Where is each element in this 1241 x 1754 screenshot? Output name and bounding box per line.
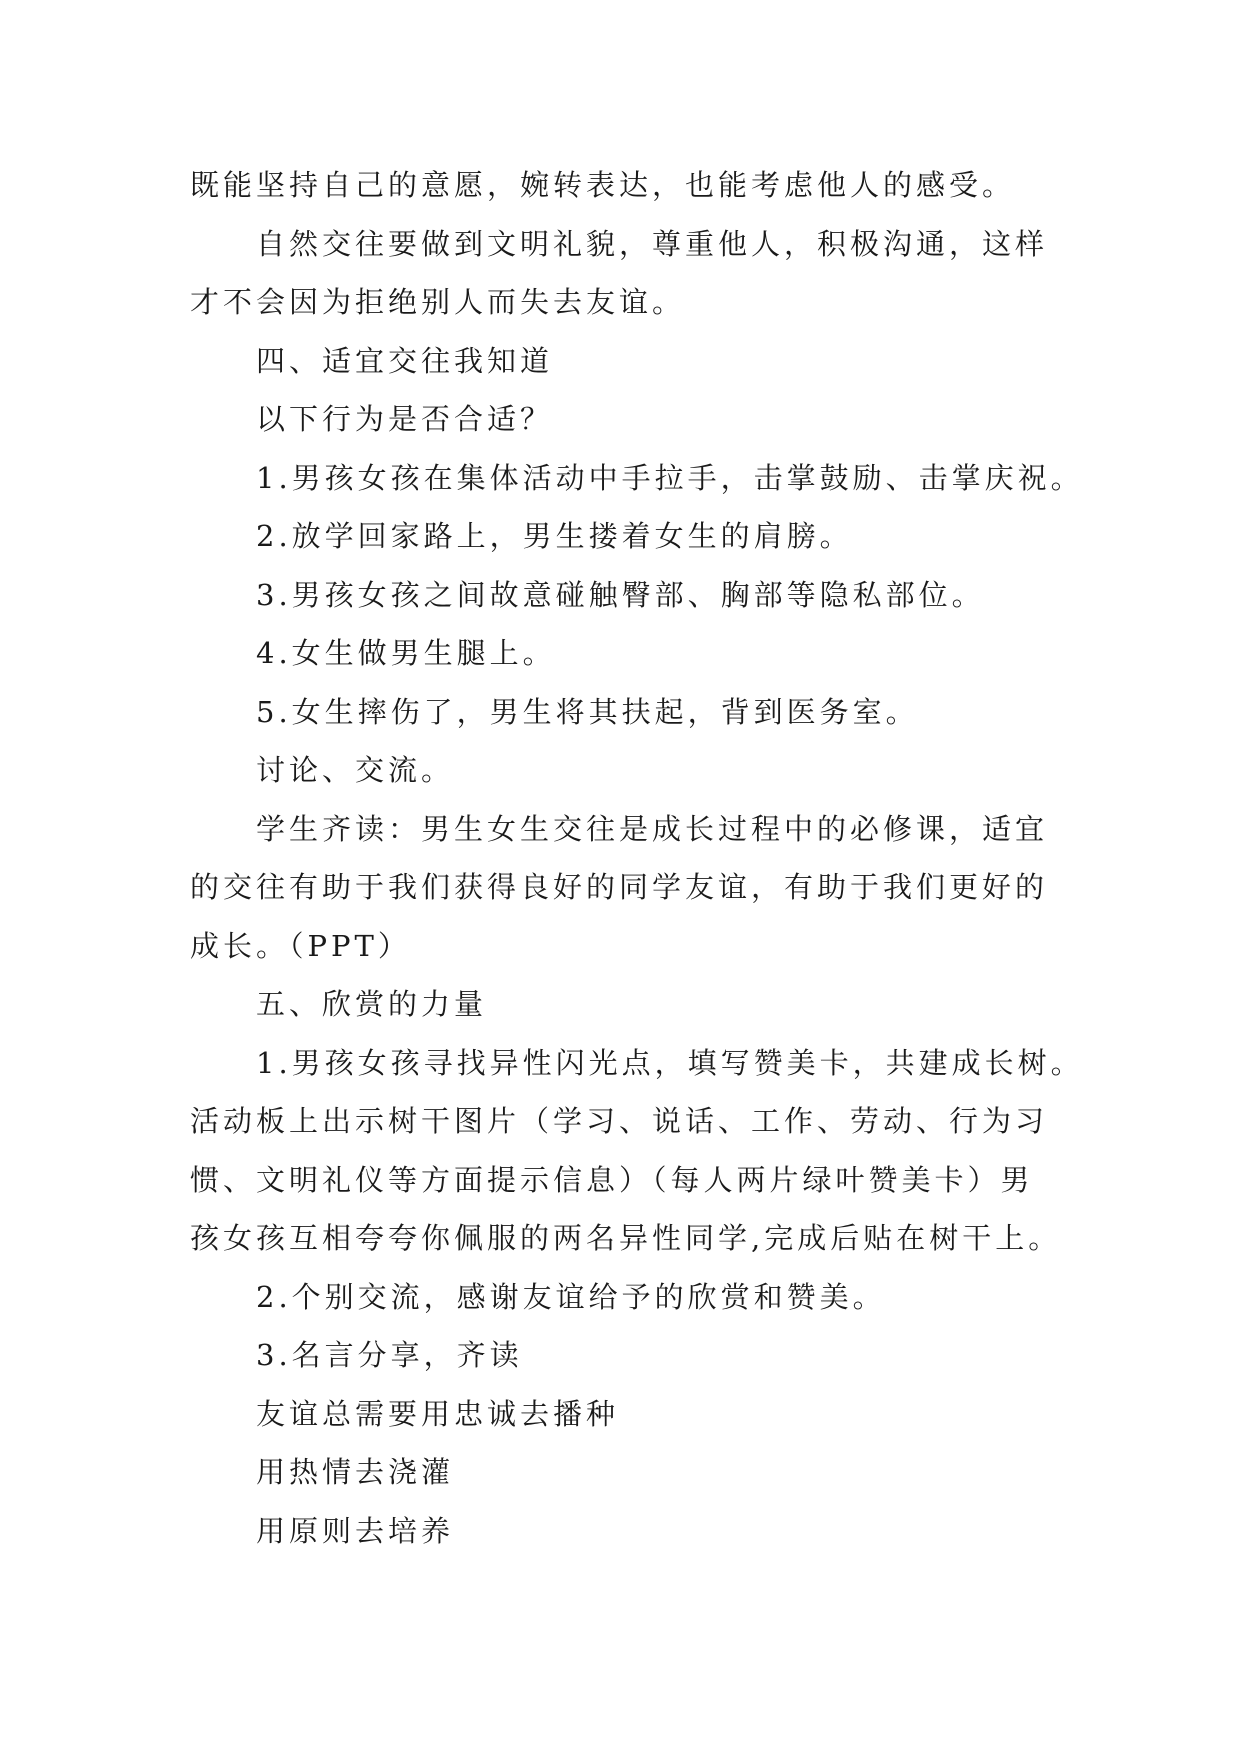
list-item: 4.女生做男生腿上。	[256, 636, 556, 670]
paragraph-line: 成长。（PPT）	[190, 928, 411, 963]
paragraph-line: 的交往有助于我们获得良好的同学友谊，有助于我们更好的	[190, 870, 1049, 904]
section-heading: 四、适宜交往我知道	[256, 343, 554, 378]
list-item: 3.名言分享，齐读	[256, 1338, 523, 1372]
quote-line: 友谊总需要用忠诚去播种	[256, 1396, 620, 1431]
paragraph-line: 孩女孩互相夸夸你佩服的两名异性同学,完成后贴在树干上。	[190, 1221, 1062, 1255]
quote-line: 用原则去培养	[256, 1513, 455, 1548]
document-body	[190, 156, 1084, 1560]
list-item: 5.女生摔伤了，男生将其扶起，背到医务室。	[256, 694, 919, 729]
list-item: 1.男孩女孩在集体活动中手拉手，击掌鼓励、击掌庆祝。	[256, 460, 1084, 495]
paragraph-line: 自然交往要做到文明礼貌，尊重他人，积极沟通，这样	[256, 226, 1049, 261]
list-item: 3.男孩女孩之间故意碰触臀部、胸部等隐私部位。	[256, 577, 985, 612]
quote-line: 用热情去浇灌	[256, 1455, 455, 1489]
paragraph-line: 才不会因为拒绝别人而失去友谊。	[190, 285, 686, 319]
paragraph-line: 学生齐读：男生女生交往是成长过程中的必修课，适宜	[256, 811, 1049, 846]
list-item: 1.男孩女孩寻找异性闪光点，填写赞美卡，共建成长树。	[256, 1045, 1084, 1080]
section-heading: 五、欣赏的力量	[256, 987, 488, 1021]
paragraph-line: 既能坚持自己的意愿，婉转表达，也能考虑他人的感受。	[190, 168, 1016, 202]
paragraph-line: 讨论、交流。	[256, 753, 455, 787]
list-item: 2.个别交流，感谢友谊给予的欣赏和赞美。	[256, 1279, 886, 1314]
paragraph-line: 惯、文明礼仪等方面提示信息）（每人两片绿叶赞美卡）男	[190, 1162, 1034, 1197]
paragraph-line: 以下行为是否合适？	[256, 402, 554, 436]
paragraph-line: 活动板上出示树干图片（学习、说话、工作、劳动、行为习	[190, 1104, 1049, 1138]
list-item: 2.放学回家路上，男生搂着女生的肩膀。	[256, 519, 853, 553]
